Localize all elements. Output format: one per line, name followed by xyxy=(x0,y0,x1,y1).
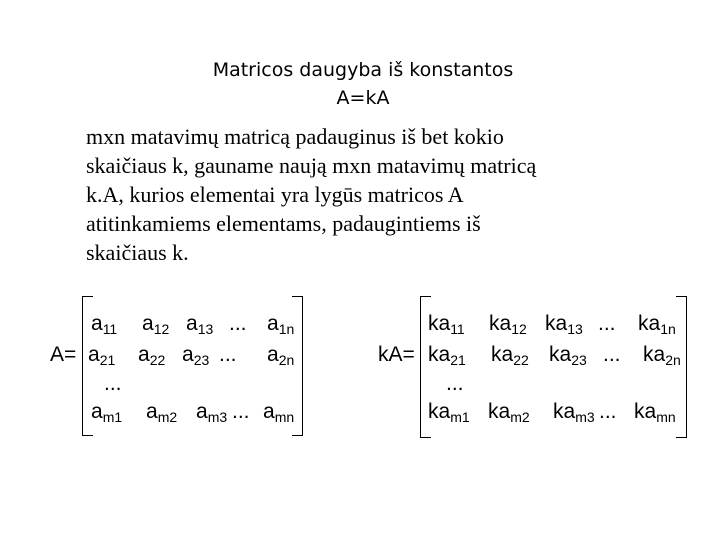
matrix-ka-cell-subscript: 13 xyxy=(567,321,583,337)
matrix-a-cell xyxy=(267,312,294,341)
matrix-ka-cell xyxy=(634,400,676,429)
matrix-a-cell-base: a xyxy=(88,343,100,366)
matrix-ka-cell-subscript: 11 xyxy=(450,321,465,337)
matrix-a-cell-subscript: m3 xyxy=(207,409,228,425)
matrix-ka-cell-subscript: 23 xyxy=(571,352,587,368)
matrix-ka-cell xyxy=(491,343,529,372)
matrix-ka-cell-base: ka xyxy=(428,400,451,423)
matrix-a-cell-base: a xyxy=(267,312,279,335)
title-line-1: Matricos daugyba iš konstantos xyxy=(212,59,514,81)
matrix-a-cell-base: ... xyxy=(219,343,237,366)
matrix-a-cell xyxy=(196,400,227,429)
matrix-a-cell-subscript: 13 xyxy=(197,321,214,337)
matrix-a-cell xyxy=(267,343,294,372)
matrix-a-cell-subscript: 22 xyxy=(149,352,166,368)
matrix-ka-cell-subscript: 12 xyxy=(511,321,527,337)
matrix-ka-cell xyxy=(428,400,470,429)
slide-title xyxy=(0,56,720,112)
matrix-a-cell-subscript: 2n xyxy=(278,352,295,368)
matrix-a-cell xyxy=(88,343,115,372)
matrix-a-cell xyxy=(91,312,117,341)
matrix-ka-cell xyxy=(545,312,583,341)
matrix-a-cell-subscript: 21 xyxy=(99,352,116,368)
matrix-a-cell-base: a xyxy=(146,400,158,423)
matrix-ka-cell-base: ka xyxy=(553,400,576,423)
matrix-ka-cell xyxy=(488,400,530,429)
matrix-ka-cell-base: ... xyxy=(446,372,464,395)
matrix-a-cell-base: ... xyxy=(104,372,122,395)
matrix-a-cell xyxy=(182,343,209,372)
matrix-ka-cell-base: ka xyxy=(428,312,451,335)
matrix-ka-cell xyxy=(598,312,616,335)
matrix-ka-cell-subscript: m2 xyxy=(510,409,530,425)
matrix-ka-cell xyxy=(489,312,527,341)
matrix-ka-cell-base: ka xyxy=(491,343,514,366)
matrix-a-cell-base: a xyxy=(138,343,150,366)
matrix-a-cell-subscript: m2 xyxy=(157,409,178,425)
matrix-ka-cell-base: ... xyxy=(603,343,621,366)
matrix-a-cell-base: a xyxy=(263,400,275,423)
matrix-ka-cell-base: ka xyxy=(638,312,661,335)
matrix-ka-cell xyxy=(553,400,595,429)
matrix-ka-cell xyxy=(428,343,466,372)
matrix-a-cell-base: a xyxy=(267,343,279,366)
title-line-2: A=kA xyxy=(336,87,390,109)
matrix-a-cell-subscript: 11 xyxy=(102,321,118,337)
matrix-ka-cell xyxy=(549,343,587,372)
matrix-a-cell xyxy=(263,400,294,429)
matrix-ka-cell-subscript: 21 xyxy=(450,352,466,368)
matrix-a-cell xyxy=(146,400,177,429)
matrix-ka-cell-base: ka xyxy=(634,400,657,423)
matrix-ka-cell-base: ka xyxy=(549,343,572,366)
matrix-ka-cell-subscript: m1 xyxy=(450,409,470,425)
matrix-ka-cell xyxy=(643,343,681,372)
matrix-a-cell-base: a xyxy=(182,343,194,366)
matrix-a-cell xyxy=(142,312,169,341)
matrix-a-cell-base: ... xyxy=(232,400,250,423)
matrix-ka-cell-subscript: m3 xyxy=(575,409,595,425)
matrix-ka-cell-subscript: 2n xyxy=(665,352,681,368)
matrix-a-cell xyxy=(219,343,237,366)
matrix-a-cell-base: a xyxy=(186,312,198,335)
matrix-a-cell-base: a xyxy=(91,312,103,335)
matrix-a-label: A= xyxy=(50,343,77,366)
matrix-a-cell-base: a xyxy=(196,400,208,423)
matrix-a-cell-base: a xyxy=(142,312,154,335)
matrix-a-cell xyxy=(186,312,213,341)
matrix-ka-cell-subscript: mn xyxy=(656,409,676,425)
matrix-ka-cell-base: ka xyxy=(488,400,511,423)
matrix-ka-cell xyxy=(603,343,621,366)
matrix-a-cell xyxy=(229,312,247,335)
matrix-a-cell-base: ... xyxy=(229,312,247,335)
matrix-a-cell-base: a xyxy=(91,400,103,423)
matrix-a-cell xyxy=(138,343,165,372)
matrix-a-cell-subscript: 23 xyxy=(193,352,210,368)
matrix-a-cell-subscript: mn xyxy=(274,409,295,425)
matrix-a-cell xyxy=(104,372,122,395)
matrix-ka-cell xyxy=(428,312,465,341)
matrix-ka-cell-base: ka xyxy=(489,312,512,335)
matrix-ka-cell xyxy=(599,400,617,423)
matrix-a-cell xyxy=(232,400,250,423)
matrix-a-cell xyxy=(91,400,122,429)
matrix-ka-cell-subscript: 1n xyxy=(660,321,676,337)
matrix-ka-cell-base: ka xyxy=(545,312,568,335)
definition-paragraph: mxn matavimų matricą padauginus iš bet kokio skaičiaus k, gauname naują mxn matavimų matricą k.A, kurios elementai yra lygūs matricos A atitinkamiems elementams, padaugintiems iš skaičiaus k. xyxy=(86,124,537,265)
matrix-ka-cell-base: ka xyxy=(643,343,666,366)
matrix-ka-label: kA= xyxy=(378,343,415,366)
matrix-ka-cell-base: ka xyxy=(428,343,451,366)
matrix-ka-cell-base: ... xyxy=(599,400,617,423)
matrix-a-cell-subscript: 12 xyxy=(153,321,170,337)
matrix-a-cell-subscript: 1n xyxy=(278,321,295,337)
matrix-ka-cell xyxy=(446,372,464,395)
matrix-ka-cell xyxy=(638,312,676,341)
matrix-a-cell-subscript: m1 xyxy=(102,409,123,425)
matrix-ka-cell-subscript: 22 xyxy=(513,352,529,368)
matrix-ka-cell-base: ... xyxy=(598,312,616,335)
